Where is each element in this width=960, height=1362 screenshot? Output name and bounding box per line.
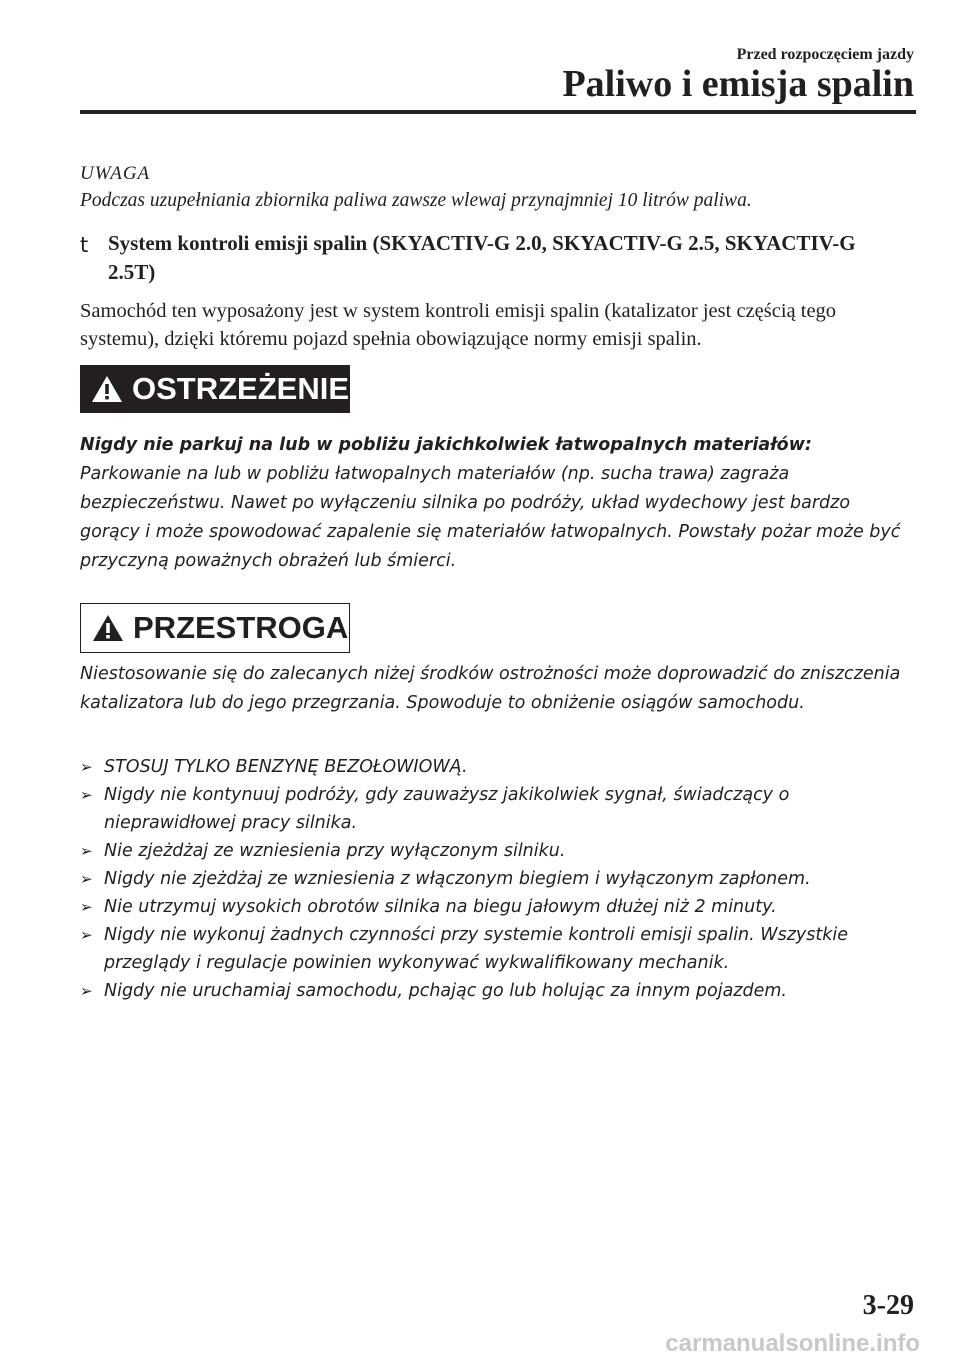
warning-triangle-icon	[91, 613, 125, 643]
arrow-right-icon: ➢	[80, 898, 93, 916]
arrow-right-icon: ➢	[80, 786, 93, 804]
warning-text: Parkowanie na lub w pobliżu łatwopalnych materiałów (np. sucha trawa) zagraża bezpieczeństwu. Nawet po wyłączeniu silnika po podróży, układ wydechowy jest bardzo gorący i może spowodować zapalenie się materiałów łatwopalnych. Powstały pożar może być przyczyną poważnych obrażeń lub śmierci.	[80, 464, 901, 571]
list-item: ➢ Nie utrzymuj wysokich obrotów silnika na biegu jałowym dłużej niż 2 minuty.	[80, 893, 920, 921]
warning-body	[80, 431, 910, 576]
list-item: ➢ Nigdy nie kontynuuj podróży, gdy zauważysz jakikolwiek sygnał, świadczący o nieprawidłowej pracy silnika.	[80, 781, 920, 837]
note-label: UWAGA	[80, 163, 151, 184]
list-item: ➢ STOSUJ TYLKO BENZYNĘ BEZOŁOWIOWĄ.	[80, 753, 920, 781]
watermark: carmanualsonline.info	[665, 1330, 920, 1357]
arrow-right-icon: ➢	[80, 870, 93, 888]
note-text: Podczas uzupełniania zbiornika paliwa zawsze wlewaj przynajmniej 10 litrów paliwa.	[80, 190, 752, 211]
warning-triangle-icon	[90, 374, 124, 404]
arrow-right-icon: ➢	[80, 982, 93, 1000]
caution-label: PRZESTROGA	[133, 610, 349, 645]
list-item: ➢ Nigdy nie zjeżdżaj ze wzniesienia z włączonym biegiem i wyłączonym zapłonem.	[80, 865, 920, 893]
warning-banner	[80, 365, 350, 413]
section-body: Samochód ten wyposażony jest w system kontroli emisji spalin (katalizator jest częścią tego systemu), dzięki któremu pojazd spełnia obowiązujące normy emisji spalin.	[80, 300, 837, 350]
caution-list	[80, 753, 920, 1005]
page-title: Paliwo i emisja spalin	[562, 63, 914, 105]
caution-text: Niestosowanie się do zalecanych niżej środków ostrożności może doprowadzić do zniszczenia katalizatora lub do jego przegrzania. Spowoduje to obniżenie osiągów samochodu.	[80, 664, 901, 713]
warning-lead: Nigdy nie parkuj na lub w pobliżu jakichkolwiek łatwopalnych materiałów:	[80, 435, 812, 455]
arrow-right-icon: ➢	[80, 926, 93, 944]
list-item: ➢ Nigdy nie uruchamiaj samochodu, pchając go lub holując za innym pojazdem.	[80, 977, 920, 1005]
section-heading: System kontroli emisji spalin (SKYACTIV-G 2.0, SKYACTIV-G 2.5, SKYACTIV-G 2.5T)	[108, 231, 856, 284]
caution-banner	[80, 603, 350, 653]
section-bullet: t	[80, 233, 89, 257]
page-number: 3-29	[862, 1290, 914, 1321]
arrow-right-icon: ➢	[80, 842, 93, 860]
list-item: ➢ Nie zjeżdżaj ze wzniesienia przy wyłączonym silniku.	[80, 837, 920, 865]
header-divider	[80, 110, 916, 114]
list-item: ➢ Nigdy nie wykonuj żadnych czynności przy systemie kontroli emisji spalin. Wszystkie przeglądy i regulacje powinien wykonywać wykwalifikowany mechanik.	[80, 921, 920, 977]
arrow-right-icon: ➢	[80, 758, 93, 776]
running-header-section: Przed rozpoczęciem jazdy	[736, 46, 914, 63]
warning-label: OSTRZEŻENIE	[132, 371, 350, 406]
